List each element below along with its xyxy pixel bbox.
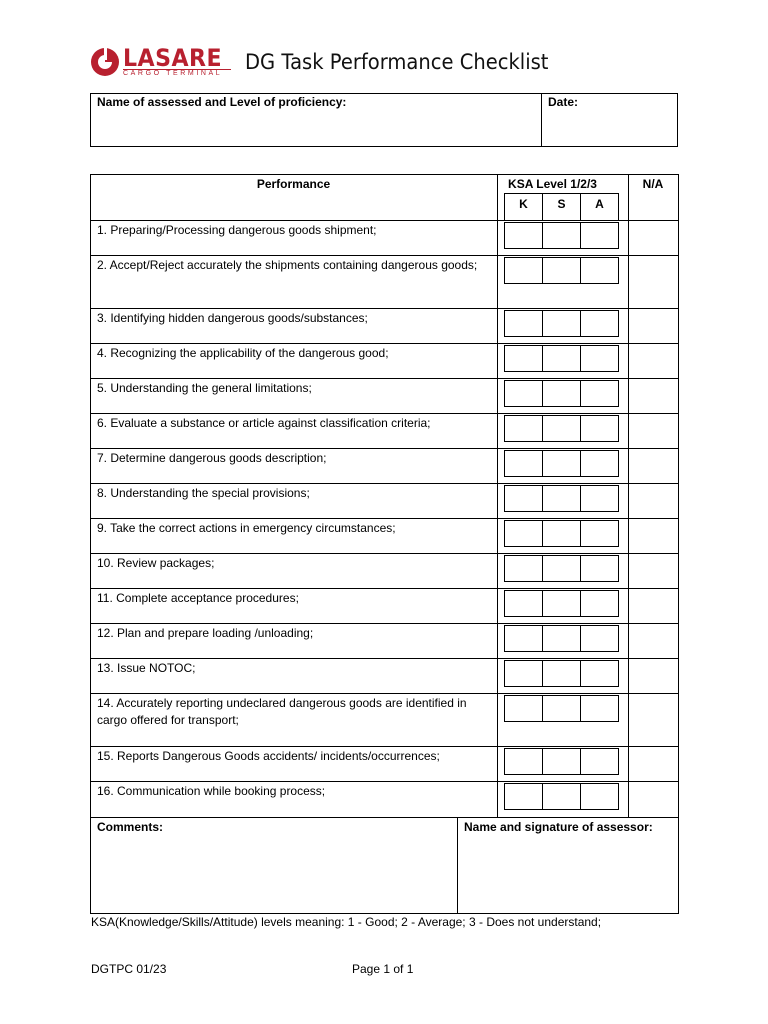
checklist-item: 12. Plan and prepare loading /unloading; xyxy=(97,626,314,640)
ksa-legend: KSA(Knowledge/Skills/Attitude) levels meaning: 1 - Good; 2 - Average; 3 - Does not understand; xyxy=(91,915,602,929)
info-divider xyxy=(541,93,542,147)
checklist-item: 13. Issue NOTOC; xyxy=(97,661,196,675)
na-header: N/A xyxy=(642,177,664,191)
ksa-checkbox-k[interactable] xyxy=(504,485,543,512)
ksa-checkbox-s[interactable] xyxy=(542,695,581,722)
ksa-checkbox-a[interactable] xyxy=(580,257,619,284)
logo-wordmark: LASARE xyxy=(123,43,223,72)
ksa-checkbox-a[interactable] xyxy=(580,222,619,249)
ksa-checkbox-s[interactable] xyxy=(542,625,581,652)
checklist-item: 14. Accurately reporting undeclared dangerous goods are identified in cargo offered for transport; xyxy=(97,696,467,727)
row-rule xyxy=(90,413,678,414)
checklist-item: 5. Understanding the general limitations; xyxy=(97,381,312,395)
comments-divider xyxy=(457,817,458,914)
ksa-checkbox-k[interactable] xyxy=(504,345,543,372)
assessor-signature-label: Name and signature of assessor: xyxy=(464,820,653,834)
row-rule xyxy=(90,746,678,747)
ksa-checkbox-k[interactable] xyxy=(504,310,543,337)
row-rule xyxy=(90,483,678,484)
ksa-checkbox-k[interactable] xyxy=(504,660,543,687)
ksa-subheader-a: A xyxy=(595,197,604,211)
ksa-checkbox-a[interactable] xyxy=(580,625,619,652)
ksa-checkbox-k[interactable] xyxy=(504,625,543,652)
row-rule xyxy=(90,518,678,519)
ksa-checkbox-a[interactable] xyxy=(580,450,619,477)
document-code: DGTPC 01/23 xyxy=(91,962,167,976)
ksa-checkbox-a[interactable] xyxy=(580,310,619,337)
row-rule xyxy=(90,448,678,449)
ksa-checkbox-k[interactable] xyxy=(504,450,543,477)
ksa-checkbox-k[interactable] xyxy=(504,555,543,582)
checklist-item: 16. Communication while booking process; xyxy=(97,784,326,798)
checklist-item: 11. Complete acceptance procedures; xyxy=(97,591,299,605)
checklist-item: 3. Identifying hidden dangerous goods/substances; xyxy=(97,311,368,325)
row-rule xyxy=(90,623,678,624)
ksa-checkbox-s[interactable] xyxy=(542,450,581,477)
checklist-item: 9. Take the correct actions in emergency circumstances; xyxy=(97,521,396,535)
performance-header: Performance xyxy=(256,177,331,191)
row-rule xyxy=(90,255,678,256)
checklist-item: 7. Determine dangerous goods description; xyxy=(97,451,327,465)
ksa-checkbox-k[interactable] xyxy=(504,520,543,547)
ksa-checkbox-s[interactable] xyxy=(542,257,581,284)
ksa-header: KSA Level 1/2/3 xyxy=(508,177,597,191)
comments-label: Comments: xyxy=(97,820,164,834)
comments-rule xyxy=(90,817,678,818)
ksa-checkbox-s[interactable] xyxy=(542,415,581,442)
page-number: Page 1 of 1 xyxy=(352,962,414,976)
row-rule xyxy=(90,343,678,344)
document-header xyxy=(90,44,571,80)
row-rule xyxy=(90,553,678,554)
ksa-checkbox-a[interactable] xyxy=(580,783,619,810)
logo-subtitle: CARGO TERMINAL xyxy=(123,69,231,78)
ksa-checkbox-s[interactable] xyxy=(542,660,581,687)
row-rule xyxy=(90,781,678,782)
row-rule xyxy=(90,658,678,659)
ksa-checkbox-k[interactable] xyxy=(504,783,543,810)
ksa-checkbox-a[interactable] xyxy=(580,660,619,687)
ksa-checkbox-a[interactable] xyxy=(580,520,619,547)
ksa-checkbox-s[interactable] xyxy=(542,380,581,407)
document-title: DG Task Performance Checklist xyxy=(244,50,549,74)
row-rule xyxy=(90,588,678,589)
ksa-checkbox-s[interactable] xyxy=(542,555,581,582)
ksa-checkbox-s[interactable] xyxy=(542,590,581,617)
ksa-checkbox-k[interactable] xyxy=(504,257,543,284)
checklist-item: 2. Accept/Reject accurately the shipments containing dangerous goods; xyxy=(97,258,478,272)
ksa-checkbox-a[interactable] xyxy=(580,555,619,582)
ksa-checkbox-s[interactable] xyxy=(542,222,581,249)
ksa-checkbox-k[interactable] xyxy=(504,415,543,442)
ksa-checkbox-s[interactable] xyxy=(542,520,581,547)
ksa-checkbox-a[interactable] xyxy=(580,590,619,617)
ksa-checkbox-s[interactable] xyxy=(542,783,581,810)
row-rule xyxy=(90,693,678,694)
ksa-subheader-k: K xyxy=(519,197,528,211)
ksa-checkbox-a[interactable] xyxy=(580,748,619,775)
na-divider xyxy=(628,174,629,817)
ksa-checkbox-s[interactable] xyxy=(542,310,581,337)
checklist-item: 4. Recognizing the applicability of the dangerous good; xyxy=(97,346,389,360)
row-rule xyxy=(90,378,678,379)
ksa-checkbox-s[interactable] xyxy=(542,748,581,775)
ksa-checkbox-s[interactable] xyxy=(542,485,581,512)
lasare-logo-icon xyxy=(90,47,120,77)
ksa-checkbox-a[interactable] xyxy=(580,485,619,512)
ksa-checkbox-a[interactable] xyxy=(580,695,619,722)
ksa-checkbox-a[interactable] xyxy=(580,380,619,407)
ksa-checkbox-k[interactable] xyxy=(504,590,543,617)
performance-divider xyxy=(497,174,498,817)
row-rule xyxy=(90,308,678,309)
ksa-checkbox-k[interactable] xyxy=(504,695,543,722)
name-level-label: Name of assessed and Level of proficiency: xyxy=(97,95,347,109)
ksa-checkbox-a[interactable] xyxy=(580,345,619,372)
ksa-checkbox-k[interactable] xyxy=(504,748,543,775)
ksa-checkbox-s[interactable] xyxy=(542,345,581,372)
lasare-logo xyxy=(90,43,231,78)
checklist-item: 8. Understanding the special provisions; xyxy=(97,486,310,500)
ksa-subheader-s: S xyxy=(557,197,566,211)
checklist-item: 10. Review packages; xyxy=(97,556,215,570)
checklist-item: 6. Evaluate a substance or article against classification criteria; xyxy=(97,416,431,430)
ksa-checkbox-k[interactable] xyxy=(504,380,543,407)
date-label: Date: xyxy=(548,95,579,109)
checklist-item: 1. Preparing/Processing dangerous goods shipment; xyxy=(97,223,377,237)
ksa-checkbox-a[interactable] xyxy=(580,415,619,442)
checklist-item: 15. Reports Dangerous Goods accidents/ incidents/occurrences; xyxy=(97,749,440,763)
ksa-checkbox-k[interactable] xyxy=(504,222,543,249)
